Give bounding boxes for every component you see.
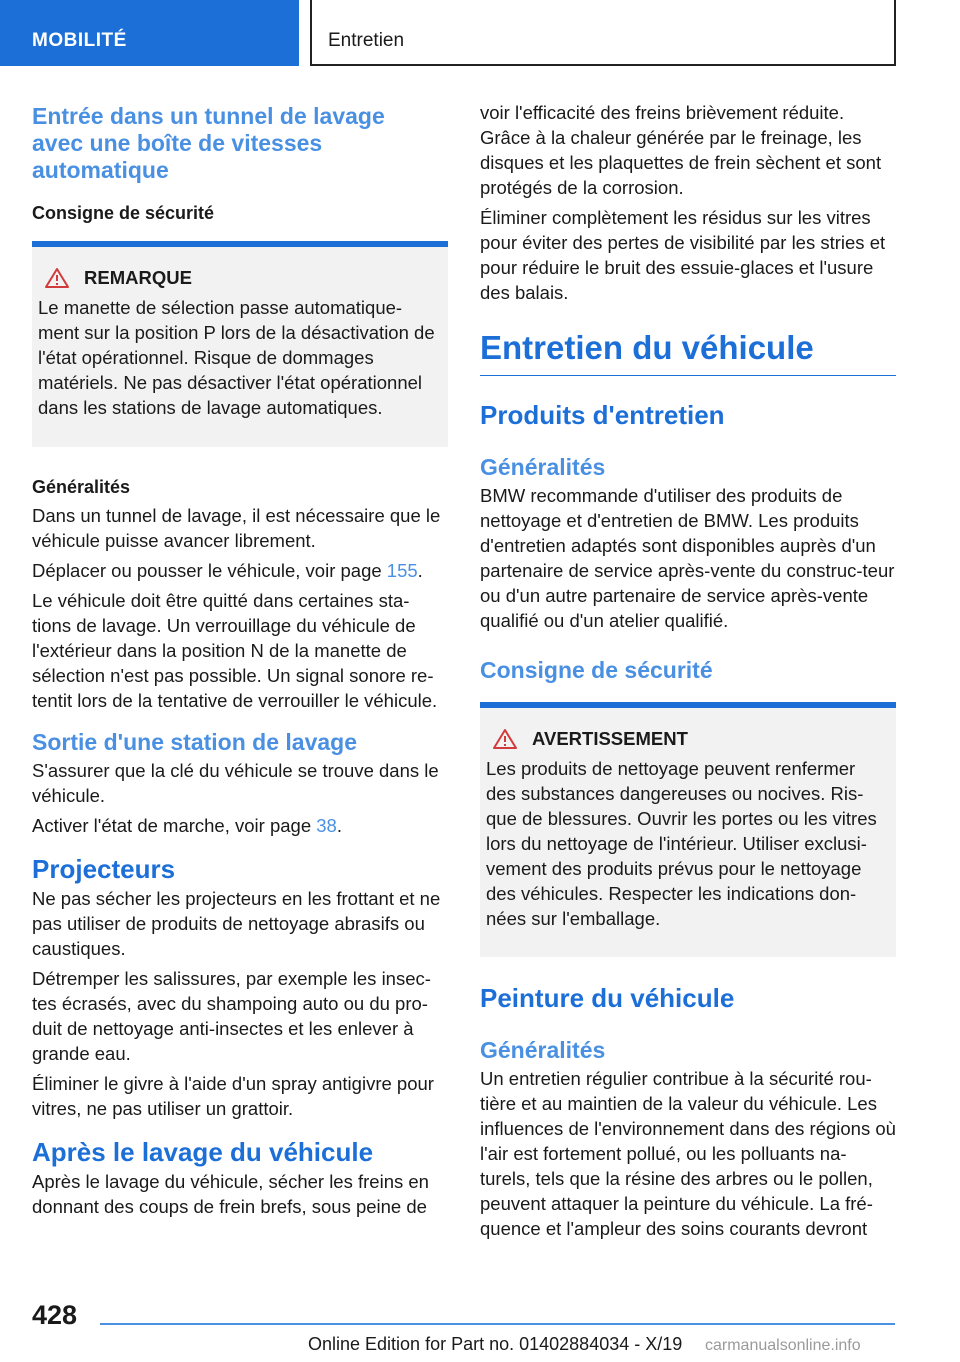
safety-heading: Consigne de sécurité: [480, 657, 713, 683]
paragraph: Un entretien régulier contribue à la sécurité rou-tière et au maintien de la valeur du véhicule. Les influences de l'environnement dans des régions où l'air est fortement pollué, ou les polluants na-turels, tels que la résine des arbres ou le pollen, peuvent attaquer la peinture du véhicule. La fré-quence et l'ampleur des soins courants devront: [480, 1068, 896, 1239]
page-link[interactable]: 38: [316, 815, 337, 836]
general-heading: Généralités: [32, 477, 131, 497]
warning-box-avertissement: [480, 702, 896, 957]
paragraph: Détremper les salissures, par exemple les insec-tes écrasés, avec du shampoing auto ou du pro-duit de nettoyage anti-insectes et les enlever à grande eau.: [32, 968, 431, 1064]
chapter-tab: [0, 0, 299, 66]
products-heading: Produits d'entretien: [480, 400, 725, 430]
right-column: [480, 100, 896, 1241]
safety-heading: Consigne de sécurité: [32, 203, 215, 223]
edition-text: Online Edition for Part no. 01402884034 - X/19: [308, 1334, 683, 1354]
section-header: [310, 0, 896, 66]
page-number: 428: [32, 1300, 78, 1330]
tunnel-heading: Entrée dans un tunnel de lavage avec une boîte de vitesses automatique: [32, 103, 385, 183]
warning-title: REMARQUE: [44, 267, 438, 289]
paragraph: Ne pas sécher les projecteurs en les frottant et ne pas utiliser de produits de nettoyage abrasifs ou caustiques.: [32, 888, 441, 959]
headlights-heading: Projecteurs: [32, 854, 176, 884]
warning-box-remarque: [32, 241, 448, 447]
paragraph: voir l'efficacité des freins brièvement réduite. Grâce à la chaleur générée par le freinage, les disques et les plaquettes de frein sèchent et sont protégés de la corrosion.: [480, 102, 882, 198]
maintenance-heading-wrap: [480, 329, 896, 376]
chapter-label: MOBILITÉ: [32, 30, 127, 51]
page-link[interactable]: 155: [386, 560, 418, 581]
watermark: carmanualsonline.info: [705, 1337, 861, 1354]
paragraph-with-link: Activer l'état de marche, voir page 38.: [32, 815, 342, 836]
paragraph: Éliminer le givre à l'aide d'un spray antigivre pour vitres, ne pas utiliser un grattoir.: [32, 1073, 434, 1119]
section-label: Entretien: [328, 30, 405, 51]
general-heading: Généralités: [480, 454, 606, 480]
general-heading: Généralités: [480, 1037, 606, 1063]
footer-divider: [100, 1323, 895, 1325]
after-wash-heading: Après le lavage du véhicule: [32, 1137, 374, 1167]
warning-text: Le manette de sélection passe automatique-ment sur la position P lors de la désactivation de l'état opérationnel. Risque de dommages matériels. Ne pas désactiver l'état opérationnel dans les stations de lavage automatiques.: [38, 297, 435, 418]
paragraph: Dans un tunnel de lavage, il est nécessaire que le véhicule puisse avancer librement.: [32, 505, 441, 551]
paragraph: BMW recommande d'utiliser des produits de nettoyage et d'entretien de BMW. Les produits d'entretien adaptés sont disponibles auprès d'un partenaire de service après-vente du construc-teur ou d'un autre partenaire de service après-vente qualifié ou d'un atelier qualifié.: [480, 485, 895, 631]
maintenance-heading: Entretien du véhicule: [480, 329, 814, 366]
paint-heading: Peinture du véhicule: [480, 983, 735, 1013]
paragraph: Après le lavage du véhicule, sécher les freins en donnant des coups de frein brefs, sous peine de: [32, 1171, 429, 1217]
left-column: [32, 100, 448, 1219]
paragraph: S'assurer que la clé du véhicule se trouve dans le véhicule.: [32, 760, 439, 806]
paragraph-with-link: Déplacer ou pousser le véhicule, voir page 155.: [32, 560, 423, 581]
warning-triangle-icon: [44, 267, 70, 289]
warning-title: AVERTISSEMENT: [492, 728, 886, 750]
paragraph: Éliminer complètement les résidus sur les vitres pour éviter des pertes de visibilité par les stries et pour réduire le bruit des essuie-glaces et l'usure des balais.: [480, 207, 886, 303]
exit-heading: Sortie d'une station de lavage: [32, 729, 357, 755]
paragraph: Le véhicule doit être quitté dans certaines sta-tions de lavage. Un verrouillage du véhicule de l'extérieur dans la position N de la manette de sélection n'est pas possible. Un signal sonore re-tentit lors de la tentative de verrouiller le véhicule.: [32, 590, 438, 711]
warning-text: Les produits de nettoyage peuvent renfermer des substances dangereuses ou nocives. Ris-que de blessures. Ouvrir les portes ou les vitres lors du nettoyage de l'intérieur. Utiliser exclusi-vement des produits prévus pour le nettoyage des véhicules. Respecter les indications don-nées sur l'emballage.: [486, 758, 877, 929]
warning-triangle-icon: [492, 728, 518, 750]
